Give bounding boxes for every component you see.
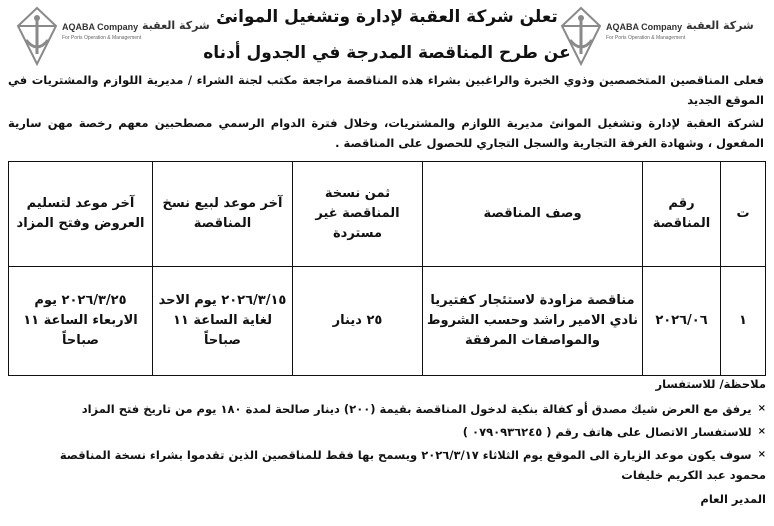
note-item xyxy=(6,400,766,418)
logo-english-name: AQABA Company xyxy=(62,22,139,32)
table-header-row xyxy=(9,162,766,267)
cell-price: ٢٥ دينار xyxy=(293,267,423,376)
cell-sale-deadline: ٢٠٢٦/٣/١٥ يوم الاحد لغاية الساعة ١١ صباحاً xyxy=(153,267,293,376)
cell-submission-deadline: ٢٠٢٦/٣/٢٥ يوم الاربعاء الساعة ١١ صباحاً xyxy=(9,267,153,376)
cell-seq: ١ xyxy=(721,267,766,376)
intro-paragraph: فعلى المناقصين المتخصصين وذوي الخبرة والراغبين بشراء هذه المناقصة مراجعة مكتب لجنة الشراء / مديرية اللوازم والمشتريات في الموقع الجديد xyxy=(8,73,764,107)
bullet-icon: × xyxy=(757,449,766,460)
bullet-icon: × xyxy=(757,403,766,414)
announcement-subtitle: عن طرح المناقصة المدرجة في الجدول أدناه xyxy=(203,43,571,63)
logo-english-name: AQABA Company xyxy=(606,22,683,32)
header-tender-number: رقم المناقصة xyxy=(643,162,721,267)
note-item xyxy=(6,446,766,464)
signatory-name: محمود عبد الكريم خليفات xyxy=(621,468,766,482)
bullet-icon: × xyxy=(757,426,766,437)
logo-subtitle: For Ports Operation & Management xyxy=(62,35,142,41)
header-seq: ت xyxy=(721,162,766,267)
logo-arabic-name: شركة العقبة xyxy=(142,19,210,32)
cell-description: مناقصة مزاودة لاستئجار كفتيريا نادي الامير راشد وحسب الشروط والمواصفات المرفقة xyxy=(423,267,643,376)
note-text: للاستفسار الاتصال على هاتف رقم ( ٠٧٩٠٩٣٦٢٤٥ ) xyxy=(462,425,752,439)
header-sale-deadline: آخر موعد لبيع نسخ المناقصة xyxy=(153,162,293,267)
header-price: ثمن نسخة المناقصة غير مستردة xyxy=(293,162,423,267)
cell-tender-number: ٢٠٢٦/٠٦ xyxy=(643,267,721,376)
signatory-title: المدير العام xyxy=(700,492,766,506)
requirements-paragraph: لشركة العقبة لإدارة وتشغيل الموانئ مديرية اللوازم والمشتريات، وخلال فترة الدوام الرسمي مصطحبين معهم رخصة مهن سارية المفعول ، وشهادة الغرفة التجارية والسجل التجاري للحصول على المناقصة . xyxy=(8,116,764,150)
table-row xyxy=(9,267,766,376)
notes-label: ملاحظة/ للاستفسار xyxy=(655,377,766,391)
note-text: سوف يكون موعد الزيارة الى الموقع يوم الثلاثاء ٢٠٢٦/٣/١٧ ويسمح بها فقط للمناقصين الذين تقدموا بشراء نسخة المناقصة xyxy=(59,448,752,462)
logo-arabic-name: شركة العقبة xyxy=(686,19,754,32)
note-item xyxy=(6,423,766,441)
logo-subtitle: For Ports Operation & Management xyxy=(606,35,686,41)
header-submission-deadline: آخر موعد لتسليم العروض وفتح المزاد xyxy=(9,162,153,267)
announcement-title: تعلن شركة العقبة لإدارة وتشغيل الموانئ xyxy=(216,7,558,27)
note-text: يرفق مع العرض شيك مصدق أو كفالة بنكية لدخول المناقصة بقيمة (٢٠٠) دينار صالحة لمدة ١٨٠ يوم من تاريخ فتح المزاد xyxy=(81,402,752,416)
header-description: وصف المناقصة xyxy=(423,162,643,267)
tender-table xyxy=(8,161,766,376)
